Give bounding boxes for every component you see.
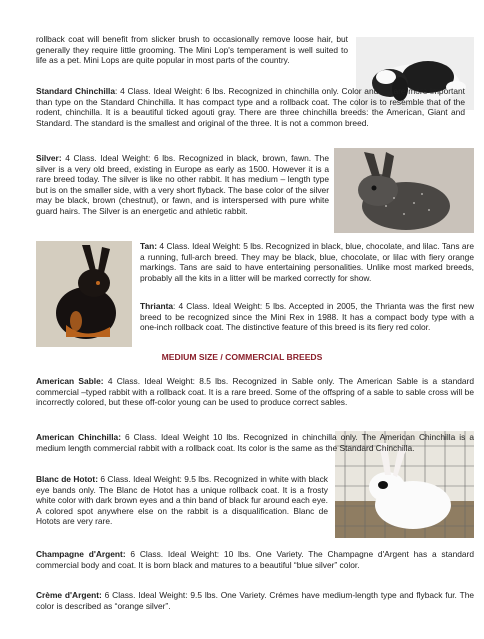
standard-chinchilla-paragraph: [36, 86, 465, 128]
tan-rabbit-photo: [36, 241, 132, 347]
intro-paragraph: [36, 34, 348, 66]
tan-text: 4 Class. Ideal Weight: 5 lbs. Recognized in black, blue, chocolate, and lilac. Tans are a running, full-arch breed. They may be black, blue, chocolate, or lilac with fiery orange markings. Tans are said to have entertaining personalities. Unlike most marked breeds, probably all the kits in a litter will be marked correctly for show.: [140, 241, 474, 283]
tan-paragraph: [140, 241, 474, 283]
standard-chinchilla-title: Standard Chinchilla: [36, 86, 116, 96]
american-sable-paragraph: [36, 376, 474, 408]
blanc-de-hotot-title: Blanc de Hotot:: [36, 474, 98, 484]
american-chinchilla-text: 6 Class. Ideal Weight 10 lbs. Recognized in chinchilla only. The American Chinchilla is a medium length commercial rabbit with a rollback coat. Its color is the same as the Standard Chinchilla.: [36, 432, 474, 453]
silver-text: 4 Class. Ideal Weight: 6 lbs. Recognized in black, brown, fawn. The silver is a very old breed, existing in Europe as early as 1500. However it is a rare breed today. The silver is like no other rabbit. It has medium – length type but is on the smaller side, with a very short flyback. The base color of the silver may be black, brown (chestnut), or fawn, and is interspersed with pure white guard hairs. The Silver is an energetic and athletic rabbit.: [36, 153, 329, 216]
american-chinchilla-paragraph: [36, 432, 474, 453]
champagne-text: 6 Class. Ideal Weight: 10 lbs. One Variety. The Champagne d'Argent has a standard commercial body and coat. It is born black and matures to a beautiful “blue silver” color.: [36, 549, 474, 570]
tan-title: Tan:: [140, 241, 158, 251]
blanc-de-hotot-paragraph: [36, 474, 328, 527]
blanc-de-hotot-text: 6 Class. Ideal Weight: 9.5 lbs. Recognized in white with black eye bands only. The Blanc de Hotot has a unique rollback coat. It is a frosty white color with dark brown eyes and a thin band of black fur around each eye. A colored spot anywhere else on the rabbit is a disqualification. Blanc de Hotots are very rare.: [36, 474, 328, 527]
section-heading: MEDIUM SIZE / COMMERCIAL BREEDS: [161, 352, 323, 362]
american-chinchilla-title: American Chinchilla:: [36, 432, 121, 442]
creme-text: 6 Class. Ideal Weight: 9.5 lbs. One Variety. Crémes have medium-length type and flyback fur. The color is described as “orange silver”.: [36, 590, 475, 611]
intro-text: rollback coat will benefit from slicker brush to occasionally remove loose hair, but generally they require little grooming. The Mini Lop's temperament is well suited to life as a pet. Mini Lops are quite popular in most parts of the country.: [36, 34, 348, 66]
standard-chinchilla-text: : 4 Class. Ideal Weight: 6 lbs. Recognized in chinchilla only. Color and fur are more important than type on the Standard Chinchilla. It has compact type and a rollback coat. The color is to resemble that of the rodent, chinchilla. It is a beautiful ticked agouti gray. There are three chinchilla breeds: the American, Giant and Standard. The standard is the smallest and original of the three. It is not a common breed.: [36, 86, 465, 128]
creme-title: Crème d'Argent:: [36, 590, 102, 600]
american-sable-text: 4 Class. Ideal Weight: 8.5 lbs. Recognized in Sable only. The American Sable is a standard commercial –typed rabbit with a rollback coat. It is a rare breed. Some of the offspring of a sable to sable cross will be incorrectly colored, but these off-color young can be used to produce correct sables.: [36, 376, 474, 408]
american-sable-title: American Sable:: [36, 376, 104, 386]
silver-rabbit-photo: [334, 148, 474, 233]
creme-paragraph: [36, 590, 474, 611]
silver-paragraph: [36, 153, 329, 217]
champagne-paragraph: [36, 549, 474, 570]
silver-title: Silver:: [36, 153, 62, 163]
thrianta-paragraph: [140, 301, 474, 333]
thrianta-title: Thrianta: [140, 301, 174, 311]
thrianta-text: : 4 Class. Ideal Weight: 5 lbs. Accepted in 2005, the Thrianta was the first new breed to be recognized since the Mini Rex in 1988. It has a compact body type with a one-inch rollback coat. The distinctive feature of this breed is its fiery red color.: [140, 301, 474, 333]
champagne-title: Champagne d'Argent:: [36, 549, 126, 559]
